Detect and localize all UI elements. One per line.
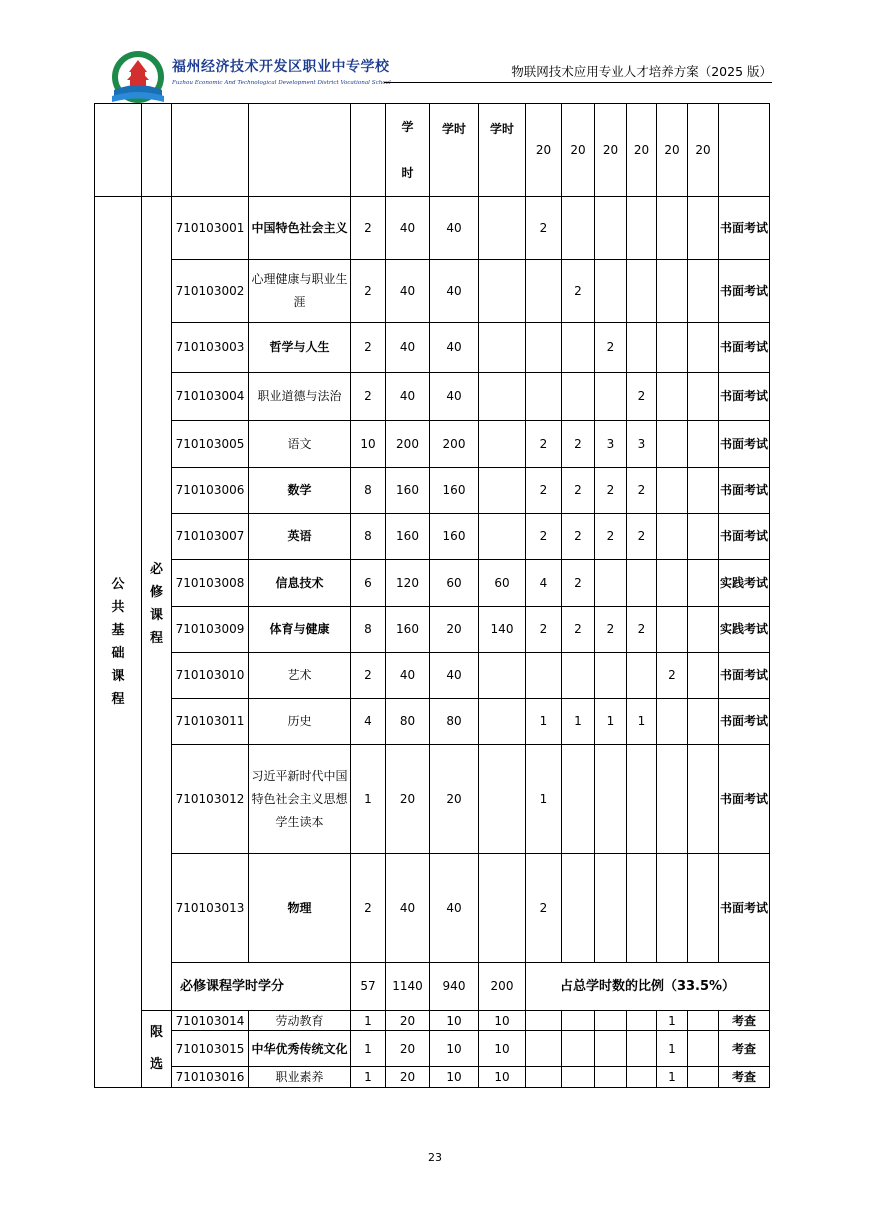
course-credits: 1 [351,1031,386,1067]
course-name: 历史 [249,699,351,745]
header-text: 时 [401,166,414,180]
group-char: 程 [149,630,163,646]
course-s2: 2 [562,514,595,560]
course-credits: 1 [351,1067,386,1088]
group-char: 必 [149,561,163,577]
header-cell-blank [95,104,142,197]
course-s5 [657,373,688,421]
curriculum-table [94,103,770,1088]
course-s1: 2 [526,607,562,653]
header-cell-blank [142,104,172,197]
header-cell-blank [249,104,351,197]
course-credits: 2 [351,373,386,421]
course-s5 [657,197,688,260]
course-practice [479,323,526,373]
category-char: 基 [111,623,125,638]
course-name: 中国特色社会主义 [249,197,351,260]
course-code: 710103012 [172,745,249,854]
course-credits: 2 [351,653,386,699]
course-name: 体育与健康 [249,607,351,653]
course-s4 [627,323,657,373]
course-practice: 140 [479,607,526,653]
course-hours: 40 [386,323,430,373]
summary-practice: 200 [479,963,526,1011]
course-s4 [627,854,657,963]
category-char: 公 [111,577,125,592]
course-s3 [595,1031,627,1067]
course-s2 [562,854,595,963]
exam-type: 书面考试 [719,373,770,421]
course-hours: 40 [386,260,430,323]
course-code: 710103005 [172,421,249,468]
category-char: 课 [111,669,125,684]
course-s2 [562,653,595,699]
course-credits: 2 [351,854,386,963]
course-s2 [562,197,595,260]
course-code: 710103004 [172,373,249,421]
course-s4: 1 [627,699,657,745]
course-s5 [657,699,688,745]
course-practice [479,260,526,323]
header-rule [384,82,772,83]
page-number: 23 [428,1151,442,1164]
header-text: 学 [401,120,414,134]
course-hours: 20 [386,1067,430,1088]
course-s3 [595,373,627,421]
course-practice [479,514,526,560]
course-s5 [657,560,688,607]
exam-type: 书面考试 [719,197,770,260]
course-hours: 40 [386,197,430,260]
course-s1: 2 [526,514,562,560]
course-code: 710103006 [172,468,249,514]
course-s5 [657,514,688,560]
course-hours: 40 [386,854,430,963]
course-hours: 120 [386,560,430,607]
table-row [95,1067,770,1088]
header-week: 20 [657,104,688,197]
exam-type: 书面考试 [719,745,770,854]
header-cell-blank [351,104,386,197]
course-practice [479,197,526,260]
course-s6 [688,607,719,653]
header-cell-practice: 学时 [479,104,526,197]
course-s2: 2 [562,468,595,514]
course-s5 [657,260,688,323]
header-cell-blank [172,104,249,197]
summary-row [95,963,770,1011]
course-name: 信息技术 [249,560,351,607]
course-hours: 20 [386,1031,430,1067]
course-s6 [688,323,719,373]
course-s6 [688,468,719,514]
header-week: 20 [562,104,595,197]
category-char: 础 [111,646,125,661]
course-s1: 1 [526,745,562,854]
course-code: 710103003 [172,323,249,373]
course-s2 [562,1067,595,1088]
course-theory: 20 [430,607,479,653]
course-hours: 20 [386,745,430,854]
course-s3 [595,197,627,260]
course-s1 [526,1031,562,1067]
header-cell-blank [719,104,770,197]
course-s6 [688,197,719,260]
course-name: 英语 [249,514,351,560]
course-s1: 4 [526,560,562,607]
exam-type: 考查 [719,1031,770,1067]
table-row [95,468,770,514]
exam-type: 考查 [719,1067,770,1088]
course-credits: 8 [351,607,386,653]
document-title: 物联网技术应用专业人才培养方案（2025 版） [511,64,772,79]
course-s5 [657,421,688,468]
course-credits: 2 [351,197,386,260]
course-code: 710103009 [172,607,249,653]
course-s1 [526,653,562,699]
table-row [95,699,770,745]
course-s1 [526,1067,562,1088]
table-row [95,373,770,421]
course-s6 [688,514,719,560]
course-code: 710103016 [172,1067,249,1088]
course-s1 [526,1011,562,1031]
header-cell-hours [386,104,430,197]
course-name: 物理 [249,854,351,963]
course-practice [479,699,526,745]
course-s5 [657,323,688,373]
course-s4 [627,653,657,699]
course-credits: 6 [351,560,386,607]
course-practice [479,854,526,963]
exam-type: 书面考试 [719,854,770,963]
course-s2 [562,1011,595,1031]
course-practice [479,373,526,421]
table-row [95,607,770,653]
course-code: 710103013 [172,854,249,963]
course-s5: 1 [657,1031,688,1067]
course-name: 职业道德与法治 [249,373,351,421]
exam-type: 书面考试 [719,699,770,745]
header-week: 20 [595,104,627,197]
course-s2 [562,373,595,421]
course-s1 [526,373,562,421]
course-s4 [627,260,657,323]
course-theory: 40 [430,854,479,963]
course-name: 中华优秀传统文化 [249,1031,351,1067]
table-row [95,854,770,963]
course-s3: 2 [595,468,627,514]
summary-label: 必修课程学时学分 [172,963,351,1011]
table-row [95,560,770,607]
course-s3: 2 [595,323,627,373]
course-practice [479,745,526,854]
course-name: 职业素养 [249,1067,351,1088]
course-s2 [562,745,595,854]
course-s5: 2 [657,653,688,699]
course-s5 [657,468,688,514]
course-s3 [595,1067,627,1088]
course-s2: 2 [562,421,595,468]
course-s3: 1 [595,699,627,745]
course-hours: 80 [386,699,430,745]
course-s6 [688,854,719,963]
course-s4 [627,1067,657,1088]
course-theory: 40 [430,373,479,421]
category-cell [95,197,142,1088]
course-name: 哲学与人生 [249,323,351,373]
course-name: 数学 [249,468,351,514]
course-hours: 20 [386,1011,430,1031]
course-s3: 3 [595,421,627,468]
course-s4: 2 [627,373,657,421]
course-code: 710103001 [172,197,249,260]
course-practice: 60 [479,560,526,607]
table-row [95,1031,770,1067]
course-s2: 2 [562,260,595,323]
table-row [95,1011,770,1031]
course-practice: 10 [479,1031,526,1067]
course-theory: 10 [430,1067,479,1088]
course-name: 艺术 [249,653,351,699]
table-row [95,323,770,373]
course-s5 [657,745,688,854]
course-s6 [688,745,719,854]
course-s6 [688,560,719,607]
course-code: 710103008 [172,560,249,607]
course-s3: 2 [595,607,627,653]
course-s5: 1 [657,1011,688,1031]
course-code: 710103007 [172,514,249,560]
school-name: 福州经济技术开发区职业中专学校 [172,59,390,75]
course-theory: 40 [430,323,479,373]
course-s6 [688,699,719,745]
exam-type: 考查 [719,1011,770,1031]
course-s6 [688,1031,719,1067]
course-credits: 8 [351,514,386,560]
course-s3 [595,560,627,607]
course-s1: 2 [526,854,562,963]
course-s3: 2 [595,514,627,560]
course-credits: 10 [351,421,386,468]
summary-hours: 1140 [386,963,430,1011]
course-name: 语文 [249,421,351,468]
table-row [95,421,770,468]
course-code: 710103010 [172,653,249,699]
course-theory: 160 [430,514,479,560]
course-s1: 2 [526,468,562,514]
course-theory: 40 [430,653,479,699]
course-s1: 1 [526,699,562,745]
school-logo [108,50,168,106]
table-header-row [95,104,770,197]
course-theory: 60 [430,560,479,607]
summary-credits: 57 [351,963,386,1011]
course-code: 710103015 [172,1031,249,1067]
course-s2: 2 [562,560,595,607]
course-theory: 10 [430,1031,479,1067]
course-s4: 3 [627,421,657,468]
course-s4 [627,197,657,260]
course-credits: 8 [351,468,386,514]
exam-type: 实践考试 [719,560,770,607]
course-credits: 2 [351,260,386,323]
course-credits: 2 [351,323,386,373]
course-practice: 10 [479,1067,526,1088]
category-char: 程 [111,692,125,707]
header-week: 20 [526,104,562,197]
header-cell-theory: 学时 [430,104,479,197]
course-s6 [688,1067,719,1088]
course-theory: 40 [430,260,479,323]
course-s1 [526,260,562,323]
course-practice: 10 [479,1011,526,1031]
course-s2: 2 [562,607,595,653]
exam-type: 实践考试 [719,607,770,653]
course-s5 [657,854,688,963]
course-s1: 2 [526,421,562,468]
exam-type: 书面考试 [719,323,770,373]
course-s2: 1 [562,699,595,745]
course-s4 [627,745,657,854]
course-s4 [627,1011,657,1031]
course-credits: 4 [351,699,386,745]
course-s4: 2 [627,514,657,560]
course-s3 [595,1011,627,1031]
course-theory: 40 [430,197,479,260]
required-group-cell [142,197,172,1011]
course-s4: 2 [627,468,657,514]
course-code: 710103011 [172,699,249,745]
course-theory: 80 [430,699,479,745]
course-name: 心理健康与职业生涯 [249,260,351,323]
course-s5 [657,607,688,653]
course-theory: 20 [430,745,479,854]
course-s1: 2 [526,197,562,260]
course-s3 [595,745,627,854]
course-name: 劳动教育 [249,1011,351,1031]
course-s4: 2 [627,607,657,653]
course-s6 [688,653,719,699]
header-week: 20 [688,104,719,197]
course-hours: 40 [386,373,430,421]
course-practice [479,421,526,468]
course-credits: 1 [351,1011,386,1031]
exam-type: 书面考试 [719,260,770,323]
school-name-english: Fuzhou Economic And Technological Development District Vocational School [172,80,391,86]
course-s4 [627,1031,657,1067]
course-s6 [688,260,719,323]
category-char: 共 [111,600,125,615]
course-s6 [688,1011,719,1031]
course-s1 [526,323,562,373]
course-s6 [688,373,719,421]
table-row [95,260,770,323]
course-code: 710103014 [172,1011,249,1031]
course-hours: 160 [386,607,430,653]
course-s5: 1 [657,1067,688,1088]
table-row [95,653,770,699]
exam-type: 书面考试 [719,421,770,468]
course-practice [479,653,526,699]
header-week: 20 [627,104,657,197]
course-hours: 160 [386,514,430,560]
elective-group-cell [142,1011,172,1088]
course-credits: 1 [351,745,386,854]
group-char: 课 [149,607,163,623]
exam-type: 书面考试 [719,653,770,699]
course-s3 [595,260,627,323]
course-theory: 160 [430,468,479,514]
course-theory: 200 [430,421,479,468]
course-s3 [595,653,627,699]
course-code: 710103002 [172,260,249,323]
course-s2 [562,1031,595,1067]
course-s3 [595,854,627,963]
group-char: 限 [149,1025,163,1040]
course-hours: 200 [386,421,430,468]
course-hours: 40 [386,653,430,699]
exam-type: 书面考试 [719,514,770,560]
group-char: 修 [149,584,163,600]
course-theory: 10 [430,1011,479,1031]
group-char: 选 [149,1057,163,1072]
course-s6 [688,421,719,468]
table-row [95,197,770,260]
course-s4 [627,560,657,607]
course-name: 习近平新时代中国特色社会主义思想学生读本 [249,745,351,854]
table-row [95,745,770,854]
summary-ratio: 占总学时数的比例（33.5%） [526,963,770,1011]
summary-theory: 940 [430,963,479,1011]
course-hours: 160 [386,468,430,514]
course-s2 [562,323,595,373]
course-practice [479,468,526,514]
exam-type: 书面考试 [719,468,770,514]
table-row [95,514,770,560]
